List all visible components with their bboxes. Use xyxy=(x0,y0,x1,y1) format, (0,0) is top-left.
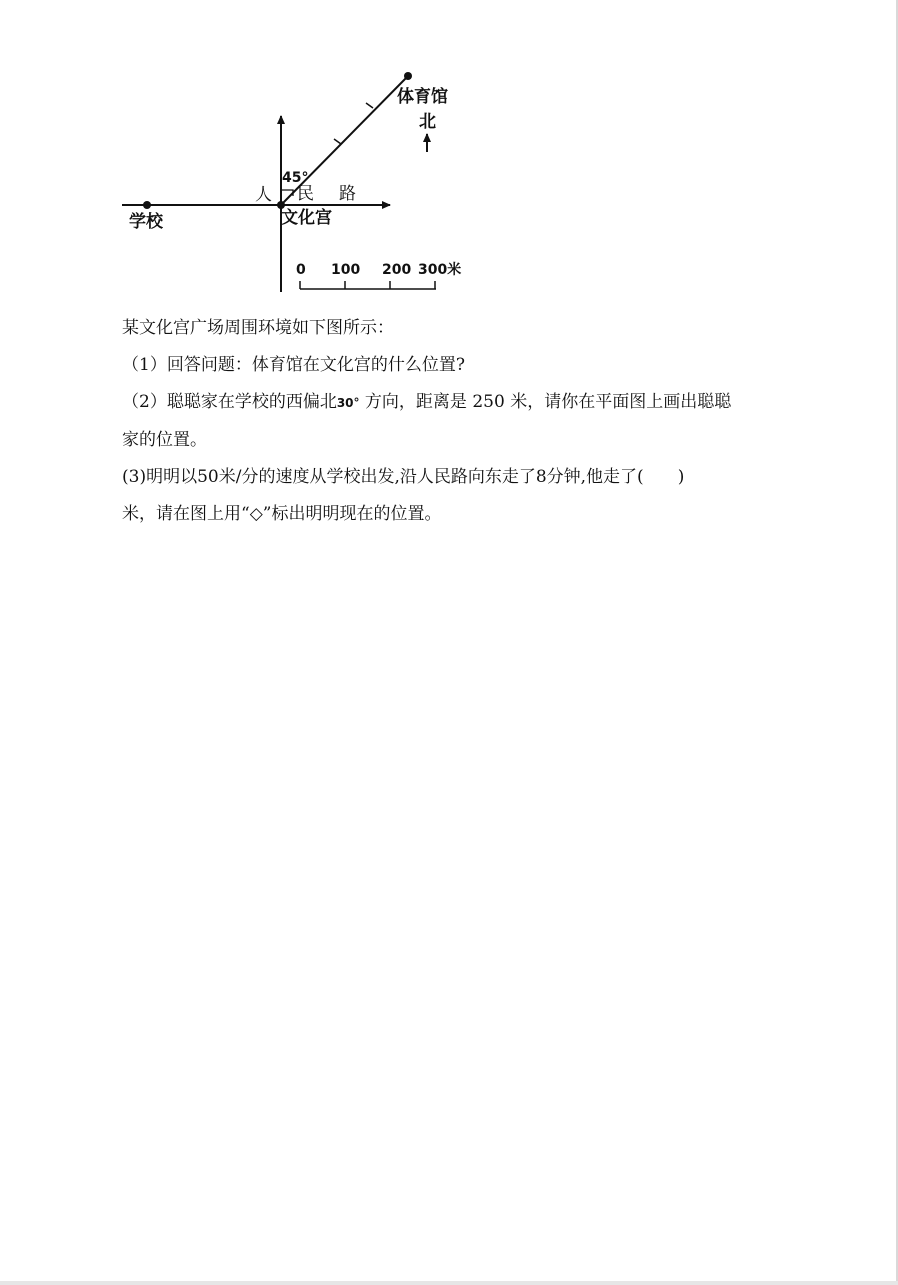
question-2-text-b: 方向，距离是 250 米，请你在平面图上画出聪聪 xyxy=(359,392,732,412)
north-label: 北 xyxy=(419,112,436,132)
map-diagram xyxy=(0,0,898,310)
question-3-line-1: (3)明明以50米/分的速度从学校出发,沿人民路向东走了8分钟,他走了( ) xyxy=(122,467,685,487)
scale-label-200: 200 xyxy=(382,262,412,278)
question-2-line-2: 家的位置。 xyxy=(122,430,207,450)
intro-line: 某文化宫广场周围环境如下图所示： xyxy=(122,318,394,338)
question-3-line-2: 米，请在图上用“◇”标出明明现在的位置。 xyxy=(122,504,442,524)
angle-label: 45° xyxy=(282,170,309,186)
school-point xyxy=(143,201,151,209)
road-label-min: 民 xyxy=(297,184,314,204)
palace-label: 文化宫 xyxy=(281,208,332,228)
scale-label-300: 300米 xyxy=(418,262,462,278)
diagonal-tick-1 xyxy=(334,139,341,144)
road-label-ren: 人 xyxy=(255,185,272,205)
school-label: 学校 xyxy=(129,212,163,232)
page-edge-bottom xyxy=(0,1281,898,1285)
scale-label-100: 100 xyxy=(331,262,361,278)
question-1: （1）回答问题：体育馆在文化宫的什么位置? xyxy=(122,355,465,375)
scale-label-0: 0 xyxy=(296,262,306,278)
stadium-label: 体育馆 xyxy=(397,87,448,107)
problem-text xyxy=(122,310,802,533)
road-label-lu: 路 xyxy=(339,184,356,204)
question-2-line-1 xyxy=(122,384,802,422)
diagonal-tick-2 xyxy=(366,103,373,108)
stadium-point xyxy=(404,72,412,80)
question-2-text-a: （2）聪聪家在学校的西偏北 xyxy=(122,392,337,412)
question-2-degree: 30° xyxy=(336,396,360,410)
